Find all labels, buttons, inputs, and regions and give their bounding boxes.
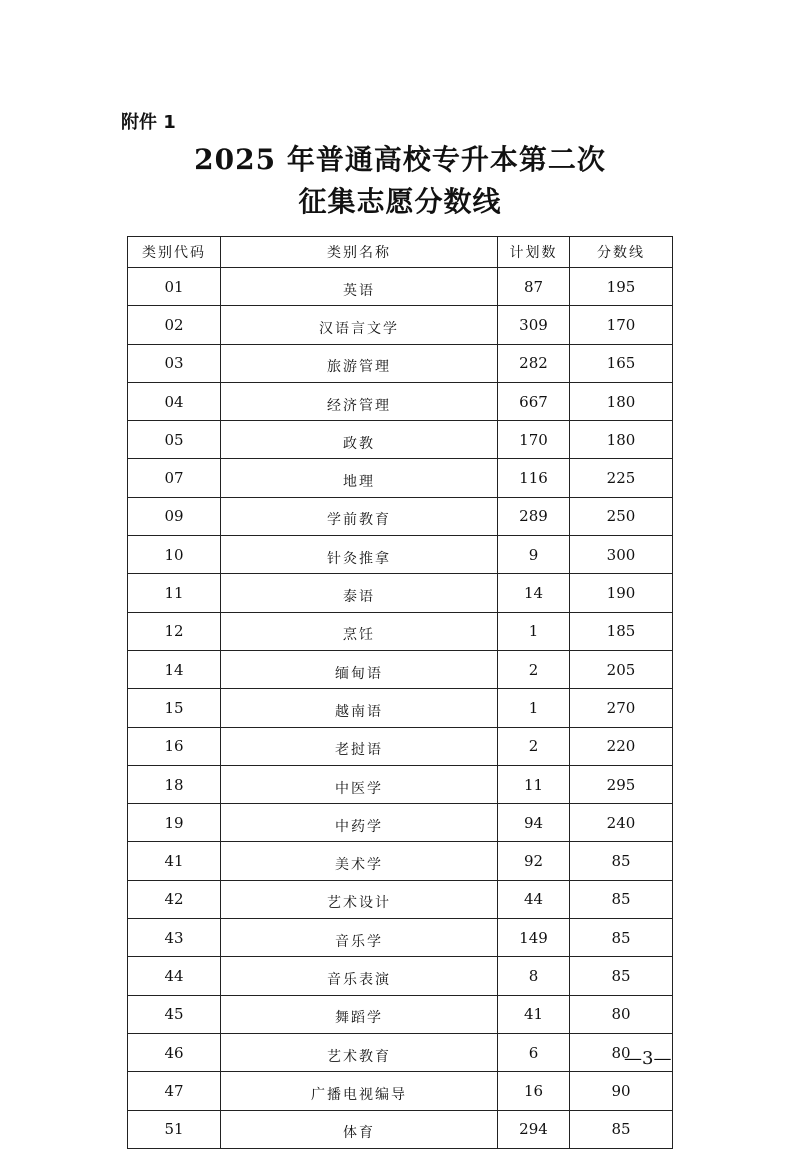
cell-plan-count: 309 xyxy=(498,306,570,344)
cell-category-code: 02 xyxy=(128,306,221,344)
table-row xyxy=(128,1033,673,1071)
cell-category-name: 缅甸语 xyxy=(221,650,498,688)
table-row xyxy=(128,727,673,765)
table-row xyxy=(128,421,673,459)
table-row xyxy=(128,268,673,306)
cell-score-line: 180 xyxy=(570,382,673,420)
cell-score-line: 170 xyxy=(570,306,673,344)
table-row xyxy=(128,306,673,344)
cell-category-code: 11 xyxy=(128,574,221,612)
cell-plan-count: 87 xyxy=(498,268,570,306)
cell-category-code: 04 xyxy=(128,382,221,420)
table-row xyxy=(128,1110,673,1148)
cell-plan-count: 289 xyxy=(498,497,570,535)
cell-plan-count: 16 xyxy=(498,1072,570,1110)
cell-category-name: 艺术教育 xyxy=(221,1033,498,1071)
cell-category-code: 18 xyxy=(128,765,221,803)
cell-plan-count: 282 xyxy=(498,344,570,382)
cell-category-code: 09 xyxy=(128,497,221,535)
table-row xyxy=(128,995,673,1033)
cell-plan-count: 1 xyxy=(498,612,570,650)
table-row xyxy=(128,382,673,420)
cell-category-name: 针灸推拿 xyxy=(221,536,498,574)
cell-category-name: 汉语言文学 xyxy=(221,306,498,344)
table-body xyxy=(128,268,673,1149)
table-row xyxy=(128,804,673,842)
cell-plan-count: 667 xyxy=(498,382,570,420)
table-row xyxy=(128,689,673,727)
cell-score-line: 220 xyxy=(570,727,673,765)
header-category-code: 类别代码 xyxy=(128,237,221,268)
cell-category-code: 16 xyxy=(128,727,221,765)
cell-score-line: 85 xyxy=(570,919,673,957)
cell-category-name: 中药学 xyxy=(221,804,498,842)
cell-category-code: 46 xyxy=(128,1033,221,1071)
cell-category-name: 老挝语 xyxy=(221,727,498,765)
cell-score-line: 80 xyxy=(570,995,673,1033)
cell-category-name: 旅游管理 xyxy=(221,344,498,382)
cell-category-code: 42 xyxy=(128,880,221,918)
table-row xyxy=(128,574,673,612)
cell-score-line: 85 xyxy=(570,957,673,995)
cell-category-name: 学前教育 xyxy=(221,497,498,535)
page-title-line-2: 征集志愿分数线 xyxy=(298,185,502,218)
table-row xyxy=(128,650,673,688)
cell-plan-count: 11 xyxy=(498,765,570,803)
cell-category-name: 音乐学 xyxy=(221,919,498,957)
cell-score-line: 270 xyxy=(570,689,673,727)
cell-category-code: 05 xyxy=(128,421,221,459)
table-row xyxy=(128,919,673,957)
cell-plan-count: 8 xyxy=(498,957,570,995)
cell-plan-count: 94 xyxy=(498,804,570,842)
cell-score-line: 195 xyxy=(570,268,673,306)
table-row xyxy=(128,344,673,382)
cell-category-name: 经济管理 xyxy=(221,382,498,420)
cell-plan-count: 1 xyxy=(498,689,570,727)
cell-plan-count: 44 xyxy=(498,880,570,918)
cell-category-name: 舞蹈学 xyxy=(221,995,498,1033)
page-title-line-1: 2025 年普通高校专升本第二次 xyxy=(194,143,606,176)
cell-plan-count: 6 xyxy=(498,1033,570,1071)
cell-plan-count: 41 xyxy=(498,995,570,1033)
cell-category-code: 07 xyxy=(128,459,221,497)
cell-category-name: 地理 xyxy=(221,459,498,497)
cell-score-line: 85 xyxy=(570,1110,673,1148)
cell-category-name: 中医学 xyxy=(221,765,498,803)
table-row xyxy=(128,497,673,535)
table-row xyxy=(128,765,673,803)
cell-plan-count: 9 xyxy=(498,536,570,574)
page-number: —3— xyxy=(624,1048,672,1069)
cell-category-code: 51 xyxy=(128,1110,221,1148)
cell-category-code: 10 xyxy=(128,536,221,574)
cell-category-code: 01 xyxy=(128,268,221,306)
cell-category-name: 政教 xyxy=(221,421,498,459)
cell-category-code: 14 xyxy=(128,650,221,688)
cell-category-code: 15 xyxy=(128,689,221,727)
cell-category-code: 45 xyxy=(128,995,221,1033)
header-category-name: 类别名称 xyxy=(221,237,498,268)
score-table xyxy=(127,236,673,1149)
cell-category-name: 英语 xyxy=(221,268,498,306)
cell-category-name: 艺术设计 xyxy=(221,880,498,918)
attachment-label: 附件 1 xyxy=(121,112,176,133)
cell-category-code: 43 xyxy=(128,919,221,957)
cell-category-name: 泰语 xyxy=(221,574,498,612)
table-row xyxy=(128,842,673,880)
cell-category-code: 47 xyxy=(128,1072,221,1110)
cell-score-line: 300 xyxy=(570,536,673,574)
cell-plan-count: 2 xyxy=(498,727,570,765)
cell-score-line: 225 xyxy=(570,459,673,497)
cell-score-line: 90 xyxy=(570,1072,673,1110)
cell-score-line: 165 xyxy=(570,344,673,382)
cell-score-line: 240 xyxy=(570,804,673,842)
cell-score-line: 80 xyxy=(570,1033,673,1071)
cell-plan-count: 14 xyxy=(498,574,570,612)
cell-score-line: 85 xyxy=(570,880,673,918)
cell-score-line: 190 xyxy=(570,574,673,612)
cell-score-line: 185 xyxy=(570,612,673,650)
header-score-line: 分数线 xyxy=(570,237,673,268)
cell-plan-count: 92 xyxy=(498,842,570,880)
cell-category-code: 41 xyxy=(128,842,221,880)
cell-category-code: 12 xyxy=(128,612,221,650)
cell-category-name: 烹饪 xyxy=(221,612,498,650)
header-plan-count: 计划数 xyxy=(498,237,570,268)
cell-score-line: 85 xyxy=(570,842,673,880)
cell-category-name: 越南语 xyxy=(221,689,498,727)
table-row xyxy=(128,612,673,650)
cell-category-name: 音乐表演 xyxy=(221,957,498,995)
cell-plan-count: 294 xyxy=(498,1110,570,1148)
cell-score-line: 295 xyxy=(570,765,673,803)
cell-category-name: 广播电视编导 xyxy=(221,1072,498,1110)
table-header-row xyxy=(128,237,673,268)
table-row xyxy=(128,536,673,574)
cell-category-name: 体育 xyxy=(221,1110,498,1148)
cell-plan-count: 170 xyxy=(498,421,570,459)
cell-category-code: 44 xyxy=(128,957,221,995)
table-row xyxy=(128,459,673,497)
cell-score-line: 250 xyxy=(570,497,673,535)
cell-category-name: 美术学 xyxy=(221,842,498,880)
cell-plan-count: 2 xyxy=(498,650,570,688)
table-row xyxy=(128,1072,673,1110)
cell-category-code: 19 xyxy=(128,804,221,842)
cell-score-line: 180 xyxy=(570,421,673,459)
cell-category-code: 03 xyxy=(128,344,221,382)
cell-score-line: 205 xyxy=(570,650,673,688)
cell-plan-count: 149 xyxy=(498,919,570,957)
table-row xyxy=(128,957,673,995)
table-row xyxy=(128,880,673,918)
cell-plan-count: 116 xyxy=(498,459,570,497)
